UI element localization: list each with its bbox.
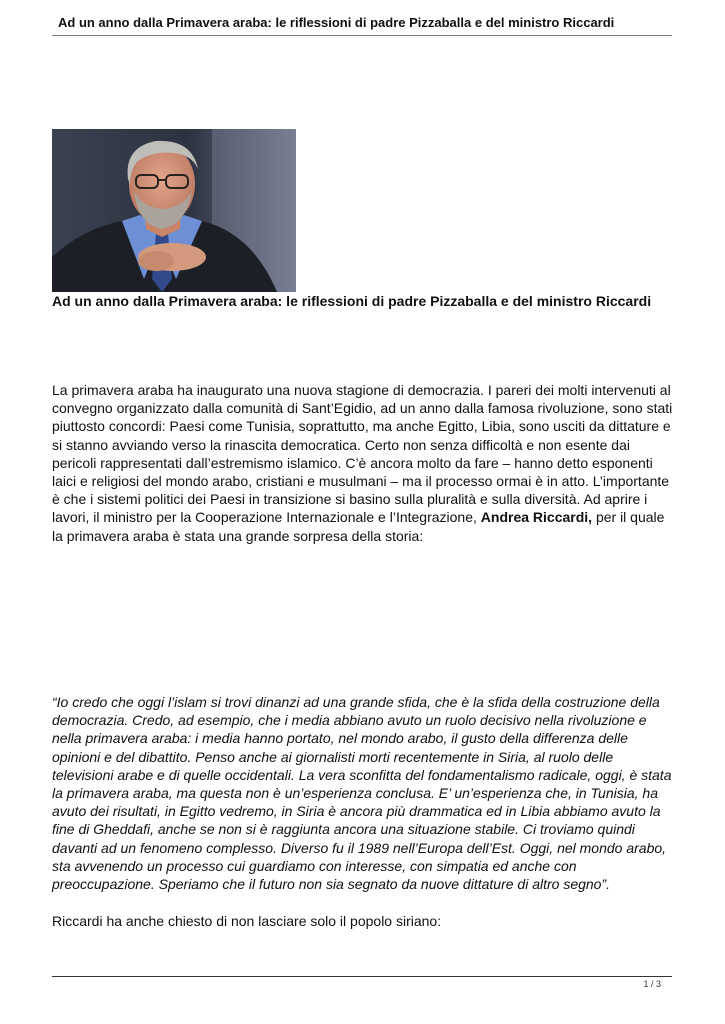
riccardi-quote: “Io credo che oggi l’islam si trovi dinanzi ad una grande sfida, che è la sfida della costruzione della democrazia. Credo, ad esempio, che i media abbiano avuto un ruolo decisivo nella rivoluzione e nella primavera araba: i media hanno portato, nel mondo arabo, il gusto della differenza delle opinioni e del dibattito. Penso anche ai giornalisti morti recentemente in Siria, al ruolo delle televisioni arabe e di quelle occidentali. La vera sconfitta del fondamentalismo radicale, oggi, è stata la primavera araba, ma questa non è un’esperienza conclusa. E’ un’esperienza che, in Tunisia, ha avuto dei risultati, in Egitto vedremo, in Siria è ancora più drammatica ed in Libia abbiamo avuto la fine di Gheddafi, anche se non si è raggiunta ancora una situazione stabile. Ci troviamo quindi davanti ad un fenomeno complesso. Diverso fu il 1989 nell’Europa dell’Est. Oggi, nel mondo arabo, sta avvenendo un processo cui guardiamo con interesse, con simpatia ed anche con preoccupazione. Speriamo che il futuro non sia segnato da nuove dittature di altro segno”. bbox=[52, 694, 672, 893]
intro-text-tail: per il quale la primavera araba è stata una grande sorpresa della storia: bbox=[52, 509, 665, 544]
closing-line: Riccardi ha anche chiesto di non lasciare solo il popolo siriano: bbox=[52, 913, 442, 929]
intro-paragraph bbox=[52, 381, 677, 545]
article-title: Ad un anno dalla Primavera araba: le riflessioni di padre Pizzaballa e del ministro Riccardi bbox=[52, 293, 652, 309]
header-divider bbox=[52, 35, 672, 36]
intro-text: La primavera araba ha inaugurato una nuova stagione di democrazia. I pareri dei molti intervenuti al convegno organizzato dalla comunità di Sant’Egidio, ad un anno dalla famosa rivoluzione, sono stati piuttosto concordi: Paesi come Tunisia, soprattutto, ma anche Egitto, Libia, sono usciti da dittature e si stanno avviando verso la rinascita democratica. Certo non senza difficoltà e non esente dai pericoli rappresentati dall’estremismo islamico. C’è ancora molto da fare – hanno detto esponenti laici e religiosi del mondo arabo, cristiani e musulmani – ma il processo ormai è in atto. L’importante è che i sistemi politici dei Paesi in transizione si basino sulla pluralità e sulla diversità. Ad aprire i lavori, il ministro per la Cooperazione Internazionale e l’Integrazione, bbox=[52, 382, 673, 526]
person-name: Andrea Riccardi, bbox=[480, 509, 593, 526]
article-photo bbox=[52, 129, 296, 292]
footer-divider bbox=[52, 976, 672, 977]
header-title: Ad un anno dalla Primavera araba: le riflessioni di padre Pizzaballa e del ministro Riccardi bbox=[58, 15, 615, 30]
portrait-image bbox=[52, 129, 296, 292]
page-number: 1 / 3 bbox=[643, 979, 661, 989]
